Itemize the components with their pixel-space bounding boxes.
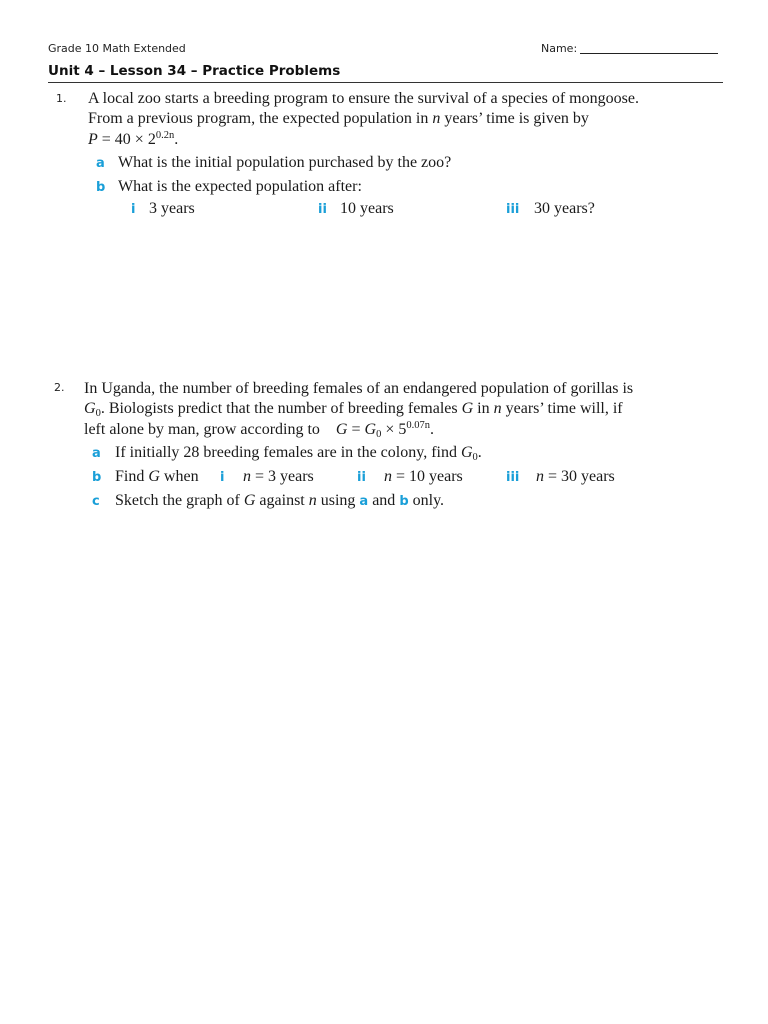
part-iii-label: iii: [506, 202, 520, 217]
q1-part-b: b What is the expected population after:: [96, 178, 362, 195]
part-a-label: a: [96, 156, 105, 171]
part-i-label: i: [131, 202, 136, 217]
title-divider: [48, 82, 723, 83]
q2-part-a: a If initially 28 breeding females are in the colony, find $G_0$.: [92, 444, 482, 463]
q1-formula: $P = 40 \times 2^{0.2n}$.: [88, 130, 179, 148]
question-1-number: 1.: [56, 92, 67, 105]
part-a-label: a: [92, 446, 101, 461]
page-title: Unit 4 – Lesson 34 – Practice Problems: [48, 63, 341, 79]
part-c-label: c: [92, 494, 100, 509]
q2-part-b-i: i n = 3 years: [220, 468, 314, 485]
q1-text-line-2: From a previous program, the expected population in n years’ time is given by: [88, 110, 589, 127]
q1-part-b-iii: iii 30 years?: [506, 200, 595, 217]
course-name: Grade 10 Math Extended: [48, 42, 186, 55]
name-label: Name:: [541, 42, 578, 55]
q2-part-b-ii: ii n = 10 years: [357, 468, 463, 485]
name-field: [541, 42, 718, 55]
q1-text-line-1: A local zoo starts a breeding program to ensure the survival of a species of mongoose.: [88, 90, 639, 107]
q1-part-b-i: i 3 years: [131, 200, 195, 217]
part-b-label: b: [96, 180, 106, 195]
part-ii-label: ii: [357, 470, 366, 485]
question-2-number: 2.: [54, 381, 65, 394]
part-iii-label: iii: [506, 470, 520, 485]
q1-part-b-ii: ii 10 years: [318, 200, 394, 217]
q2-text-line-3: left alone by man, grow according to $G = G_0 \times 5^{0.07n}$.: [84, 420, 434, 440]
q1-part-a: a What is the initial population purchased by the zoo?: [96, 154, 452, 171]
q2-part-b: b Find G when: [92, 468, 199, 485]
q2-text-line-2: $G_0$. Biologists predict that the number of breeding females G in n years’ time will, if: [84, 400, 623, 419]
q2-part-b-iii: iii n = 30 years: [506, 468, 615, 485]
q2-part-c: c Sketch the graph of G against n using a and b only.: [92, 492, 445, 509]
name-blank-line: [580, 42, 718, 54]
part-i-label: i: [220, 470, 225, 485]
part-ii-label: ii: [318, 202, 327, 217]
part-b-label: b: [92, 470, 102, 485]
q2-text-line-1: In Uganda, the number of breeding females of an endangered population of gorillas is: [84, 380, 634, 397]
